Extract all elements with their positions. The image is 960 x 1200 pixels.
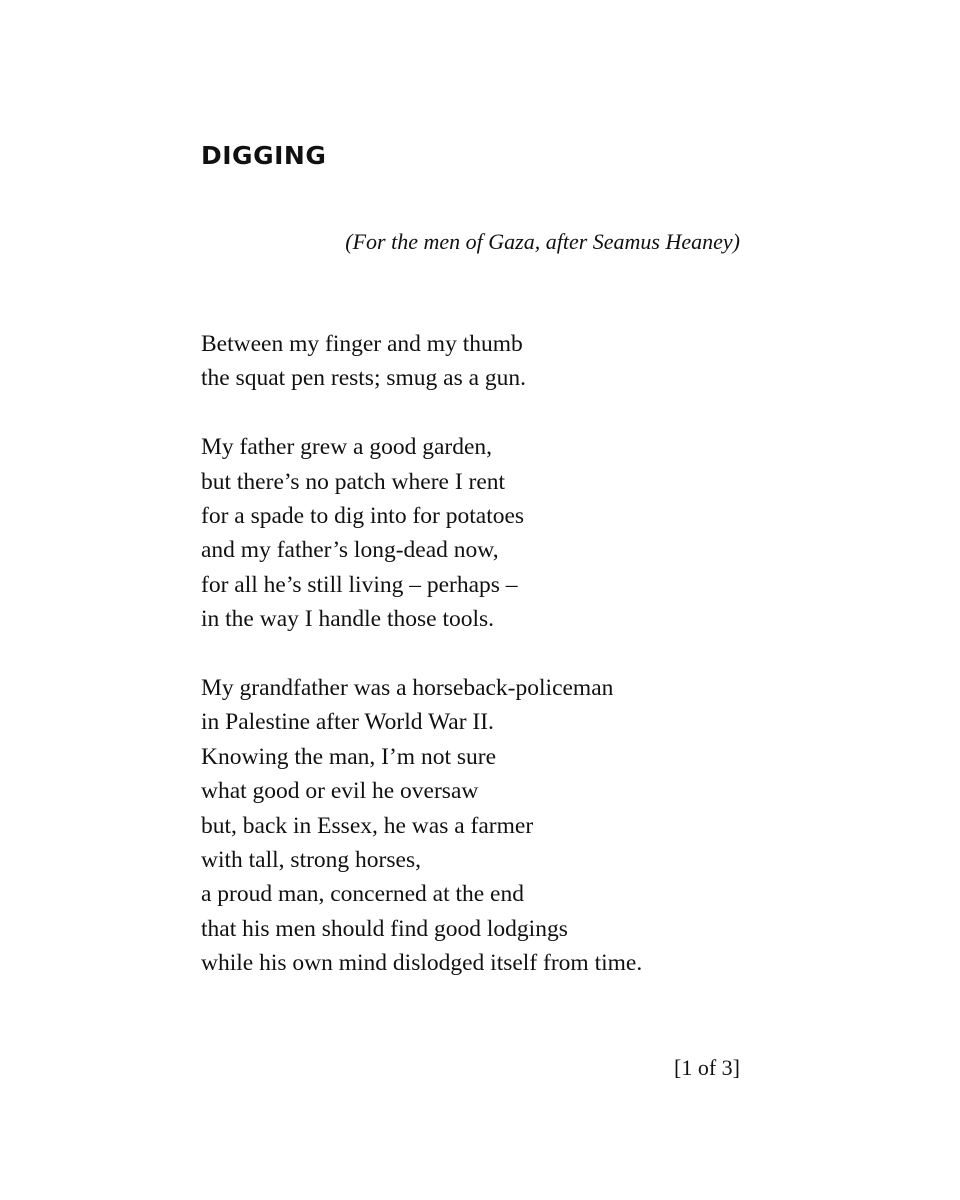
poem-line: a proud man, concerned at the end: [201, 881, 524, 908]
poem-line: Between my finger and my thumb: [201, 331, 523, 357]
poem-line: My grandfather was a horseback-policeman: [201, 675, 614, 702]
poem-line: with tall, strong horses,: [201, 847, 421, 874]
page-number: [1 of 3]: [674, 1055, 740, 1080]
stanza-3: [201, 671, 761, 981]
poem-line: My father grew a good garden,: [201, 434, 493, 461]
poem-dedication: (For the men of Gaza, after Seamus Heaney): [345, 229, 740, 254]
poem-line: that his men should find good lodgings: [201, 915, 568, 942]
poem-body: [201, 327, 761, 1015]
poem-line: while his own mind dislodged itself from time.: [201, 950, 643, 977]
stanza-1: [201, 327, 761, 396]
poem-line: for all he’s still living – perhaps –: [201, 571, 518, 598]
poem-line: in Palestine after World War II.: [201, 709, 494, 736]
poem-line: for a spade to dig into for potatoes: [201, 503, 525, 530]
poem-line: but, back in Essex, he was a farmer: [201, 812, 534, 839]
poem-title: DIGGING: [201, 141, 327, 170]
poem-line: what good or evil he oversaw: [201, 778, 479, 805]
stanza-2: [201, 430, 761, 636]
poem-line: Knowing the man, I’m not sure: [201, 743, 497, 770]
poem-line: and my father’s long-dead now,: [201, 537, 499, 564]
poem-line: the squat pen rests; smug as a gun.: [201, 365, 527, 392]
poem-line: in the way I handle those tools.: [201, 606, 495, 633]
poem-line: but there’s no patch where I rent: [201, 468, 506, 495]
